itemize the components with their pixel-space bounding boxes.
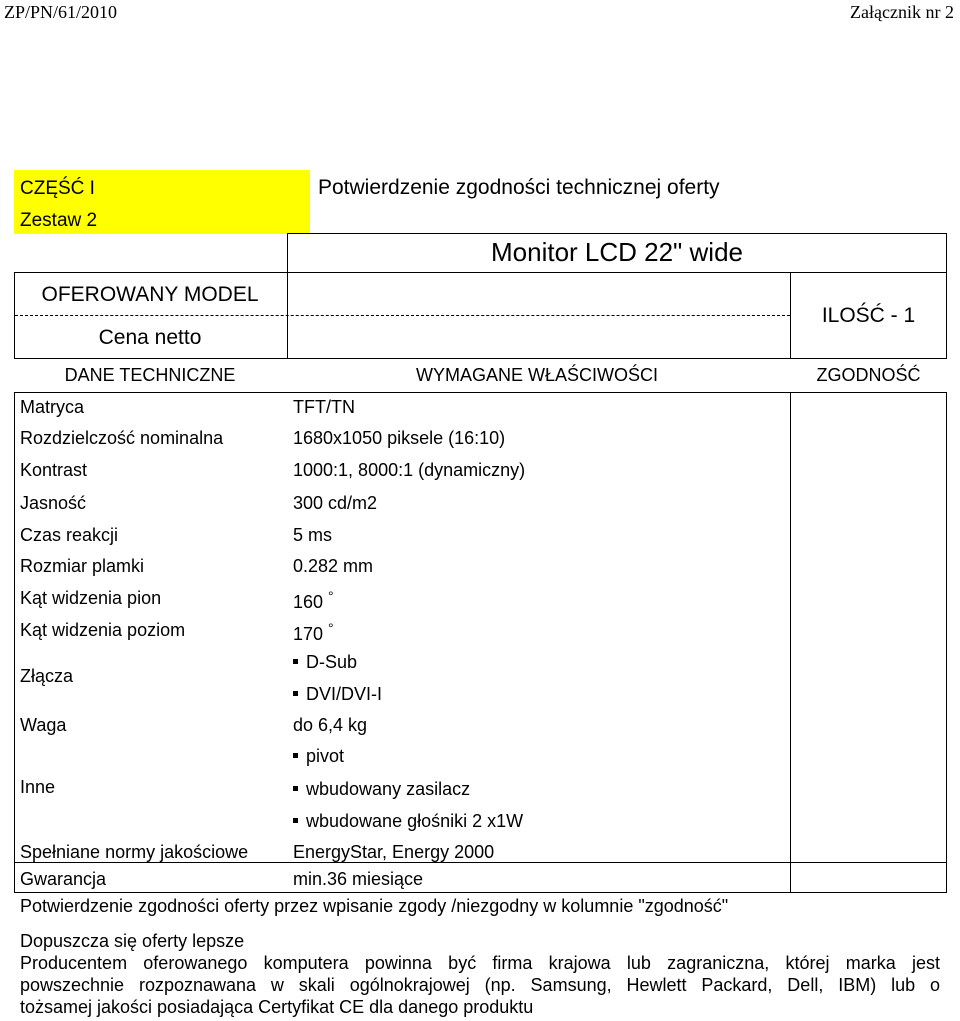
- row-value-brightness: 300 cd/m2: [293, 493, 378, 513]
- bullet-icon: [293, 818, 298, 823]
- product-title: Monitor LCD 22" wide: [490, 237, 743, 267]
- row-value-warranty: min.36 miesiące: [293, 869, 424, 889]
- document-reference: ZP/PN/61/2010: [4, 2, 118, 22]
- row-value-norms: EnergyStar, Energy 2000: [293, 842, 495, 862]
- manufacturer-note-line-1: Producentem oferowanego komputera powinna być firma krajowa lub zagraniczna, której marka jest: [20, 953, 940, 973]
- list-item: D-Sub: [293, 652, 357, 673]
- row-label-connectors: Złącza: [20, 666, 74, 686]
- manufacturer-note-line-2: powszechnie rozpoznawana w skali ogólnokrajowej (np. Samsung, Hewlett Packard, Dell, IBM) lub o: [20, 975, 940, 995]
- row-value-horizontal-angle: 170 °: [293, 620, 334, 644]
- row-label-horizontal-angle: Kąt widzenia poziom: [20, 620, 186, 640]
- degree-icon: °: [328, 620, 334, 636]
- row-label-vertical-angle: Kąt widzenia pion: [20, 588, 162, 608]
- list-item: wbudowany zasilacz: [293, 779, 470, 800]
- section-part: CZĘŚĆ I: [20, 178, 95, 199]
- row-label-resolution: Rozdzielczość nominalna: [20, 428, 224, 448]
- bullet-icon: [293, 691, 298, 696]
- row-label-contrast: Kontrast: [20, 460, 88, 480]
- col-header-required: WYMAGANE WŁAŚCIWOŚCI: [415, 365, 658, 385]
- bullet-icon: [293, 753, 298, 758]
- row-label-norms: Spełniane normy jakościowe: [20, 842, 249, 862]
- section-subtitle: Potwierdzenie zgodności technicznej oferty: [318, 176, 720, 199]
- row-value-vertical-angle: 160 °: [293, 588, 334, 612]
- manufacturer-note-line-3: tożsamej jakości posiadająca Certyfikat CE dla danego produktu: [20, 997, 534, 1017]
- section-set: Zestaw 2: [20, 210, 98, 231]
- bullet-icon: [293, 659, 298, 664]
- row-value-resolution: 1680x1050 piksele (16:10): [293, 428, 506, 448]
- row-value-response: 5 ms: [293, 525, 333, 545]
- list-item: wbudowane głośniki 2 x1W: [293, 811, 523, 832]
- quantity-label: ILOŚĆ - 1: [821, 304, 916, 327]
- net-price-label: Cena netto: [98, 326, 202, 349]
- list-item: pivot: [293, 746, 344, 767]
- row-label-matryca: Matryca: [20, 397, 85, 417]
- row-label-warranty: Gwarancja: [20, 869, 107, 889]
- row-label-dot-pitch: Rozmiar plamki: [20, 556, 145, 576]
- degree-icon: °: [328, 588, 334, 604]
- row-label-weight: Waga: [20, 715, 67, 735]
- attachment-label: Załącznik nr 2: [850, 2, 954, 22]
- better-offers-note: Dopuszcza się oferty lepsze: [20, 931, 245, 951]
- offered-model-label: OFEROWANY MODEL: [41, 283, 259, 306]
- col-header-compliance: ZGODNOŚĆ: [816, 365, 921, 385]
- row-value-dot-pitch: 0.282 mm: [293, 556, 374, 576]
- row-value-contrast: 1000:1, 8000:1 (dynamiczny): [293, 460, 526, 480]
- row-value-matryca: TFT/TN: [293, 397, 355, 417]
- row-value-weight: do 6,4 kg: [293, 715, 368, 735]
- confirmation-note: Potwierdzenie zgodności oferty przez wpisanie zgody /niezgodny w kolumnie "zgodność": [20, 896, 729, 916]
- row-label-response: Czas reakcji: [20, 525, 119, 545]
- bullet-icon: [293, 786, 298, 791]
- col-header-technical: DANE TECHNICZNE: [64, 365, 236, 385]
- row-label-brightness: Jasność: [20, 493, 87, 513]
- row-label-other: Inne: [20, 777, 56, 797]
- list-item: DVI/DVI-I: [293, 684, 382, 705]
